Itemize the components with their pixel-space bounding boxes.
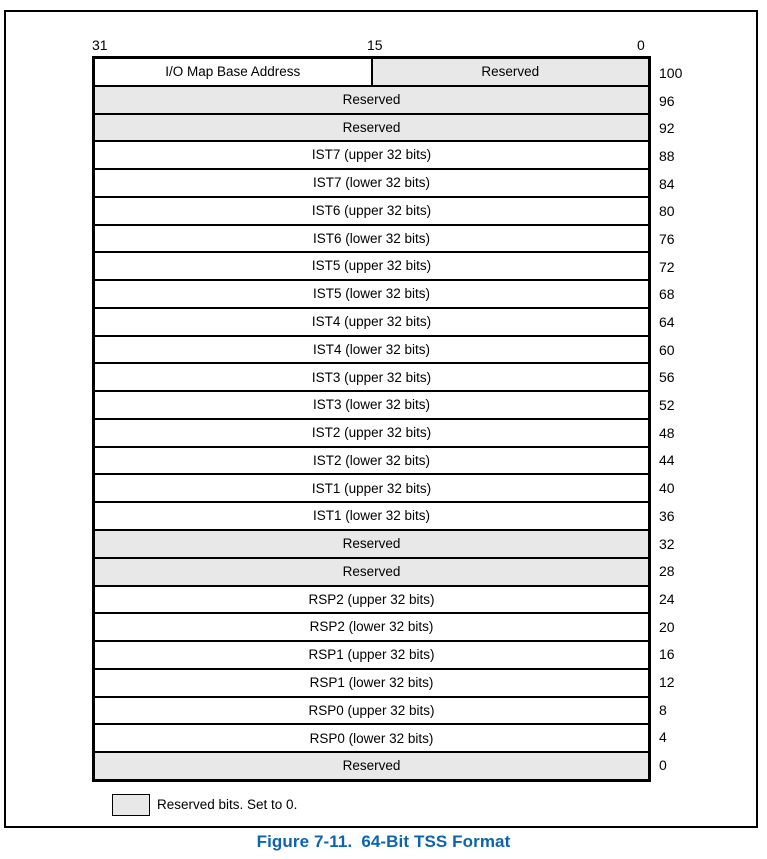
tss-cell-reserved: Reserved — [95, 753, 648, 779]
tss-row-offset-72 — [95, 253, 648, 281]
tss-cell-reserved: Reserved — [95, 87, 648, 113]
tss-row-offset-60 — [95, 337, 648, 365]
tss-row-offset-76 — [95, 226, 648, 254]
tss-cell-field: IST4 (lower 32 bits) — [95, 337, 648, 363]
tss-cell-field: IST6 (lower 32 bits) — [95, 226, 648, 252]
tss-cell-reserved: Reserved — [95, 559, 648, 585]
figure-caption — [0, 832, 767, 852]
tss-cell-reserved: Reserved — [95, 115, 648, 141]
byte-offset-label: 84 — [659, 175, 675, 192]
tss-cell-field: IST3 (upper 32 bits) — [95, 364, 648, 390]
tss-cell-field: IST5 (lower 32 bits) — [95, 281, 648, 307]
tss-cell-field: RSP1 (upper 32 bits) — [95, 642, 648, 668]
byte-offset-label: 40 — [659, 480, 675, 497]
tss-cell-field: RSP0 (upper 32 bits) — [95, 698, 648, 724]
tss-row-offset-0 — [95, 753, 648, 779]
tss-cell-field: IST5 (upper 32 bits) — [95, 253, 648, 279]
tss-cell-field: IST1 (lower 32 bits) — [95, 503, 648, 529]
byte-offset-label: 68 — [659, 286, 675, 303]
tss-row-offset-36 — [95, 503, 648, 531]
byte-offset-label: 64 — [659, 314, 675, 331]
tss-row-offset-100 — [95, 59, 648, 87]
byte-offset-label: 44 — [659, 452, 675, 469]
reserved-legend-label: Reserved bits. Set to 0. — [157, 797, 298, 812]
tss-cell-field: IST7 (upper 32 bits) — [95, 142, 648, 168]
byte-offset-label: 56 — [659, 369, 675, 386]
tss-cell-field: IST1 (upper 32 bits) — [95, 475, 648, 501]
tss-row-offset-16 — [95, 642, 648, 670]
byte-offset-label: 20 — [659, 618, 675, 635]
tss-row-offset-40 — [95, 475, 648, 503]
byte-offset-label: 92 — [659, 120, 675, 137]
byte-offset-column — [659, 59, 705, 779]
byte-offset-label: 48 — [659, 424, 675, 441]
bit-label-0: 0 — [637, 37, 645, 53]
tss-row-offset-24 — [95, 587, 648, 615]
tss-cell-field: I/O Map Base Address — [95, 59, 371, 85]
byte-offset-label: 96 — [659, 92, 675, 109]
byte-offset-label: 4 — [659, 729, 667, 746]
byte-offset-label: 52 — [659, 397, 675, 414]
tss-row-offset-4 — [95, 725, 648, 753]
tss-row-offset-88 — [95, 142, 648, 170]
bit-label-15: 15 — [367, 37, 383, 53]
byte-offset-label: 28 — [659, 563, 675, 580]
tss-cell-reserved: Reserved — [95, 531, 648, 557]
tss-cell-field: IST2 (lower 32 bits) — [95, 448, 648, 474]
tss-row-offset-48 — [95, 420, 648, 448]
tss-row-offset-56 — [95, 364, 648, 392]
tss-row-offset-52 — [95, 392, 648, 420]
byte-offset-label: 88 — [659, 147, 675, 164]
tss-format-table — [92, 56, 651, 782]
tss-row-offset-92 — [95, 115, 648, 143]
byte-offset-label: 16 — [659, 646, 675, 663]
bit-label-31: 31 — [92, 37, 108, 53]
byte-offset-label: 76 — [659, 230, 675, 247]
tss-cell-field: IST4 (upper 32 bits) — [95, 309, 648, 335]
byte-offset-label: 24 — [659, 590, 675, 607]
byte-offset-label: 60 — [659, 341, 675, 358]
tss-cell-field: RSP2 (upper 32 bits) — [95, 587, 648, 613]
tss-row-offset-12 — [95, 670, 648, 698]
byte-offset-label: 32 — [659, 535, 675, 552]
figure-caption-number: Figure 7-11. — [256, 832, 353, 851]
tss-row-offset-80 — [95, 198, 648, 226]
tss-cell-field: IST6 (upper 32 bits) — [95, 198, 648, 224]
tss-cell-field: IST7 (lower 32 bits) — [95, 170, 648, 196]
tss-cell-field: RSP2 (lower 32 bits) — [95, 614, 648, 640]
byte-offset-label: 8 — [659, 701, 667, 718]
tss-row-offset-28 — [95, 559, 648, 587]
tss-row-offset-68 — [95, 281, 648, 309]
byte-offset-label: 80 — [659, 203, 675, 220]
tss-cell-field: RSP0 (lower 32 bits) — [95, 725, 648, 751]
tss-cell-field: RSP1 (lower 32 bits) — [95, 670, 648, 696]
byte-offset-label: 72 — [659, 258, 675, 275]
tss-cell-field: IST2 (upper 32 bits) — [95, 420, 648, 446]
tss-row-offset-96 — [95, 87, 648, 115]
byte-offset-label: 100 — [659, 64, 683, 81]
byte-offset-label: 0 — [659, 757, 667, 774]
tss-row-offset-32 — [95, 531, 648, 559]
figure-caption-title: 64-Bit TSS Format — [361, 832, 511, 851]
tss-row-offset-44 — [95, 448, 648, 476]
byte-offset-label: 36 — [659, 507, 675, 524]
byte-offset-label: 12 — [659, 673, 675, 690]
tss-row-offset-84 — [95, 170, 648, 198]
reserved-legend-swatch — [112, 794, 150, 816]
tss-cell-reserved: Reserved — [371, 59, 649, 85]
tss-row-offset-8 — [95, 698, 648, 726]
tss-row-offset-20 — [95, 614, 648, 642]
tss-row-offset-64 — [95, 309, 648, 337]
tss-cell-field: IST3 (lower 32 bits) — [95, 392, 648, 418]
